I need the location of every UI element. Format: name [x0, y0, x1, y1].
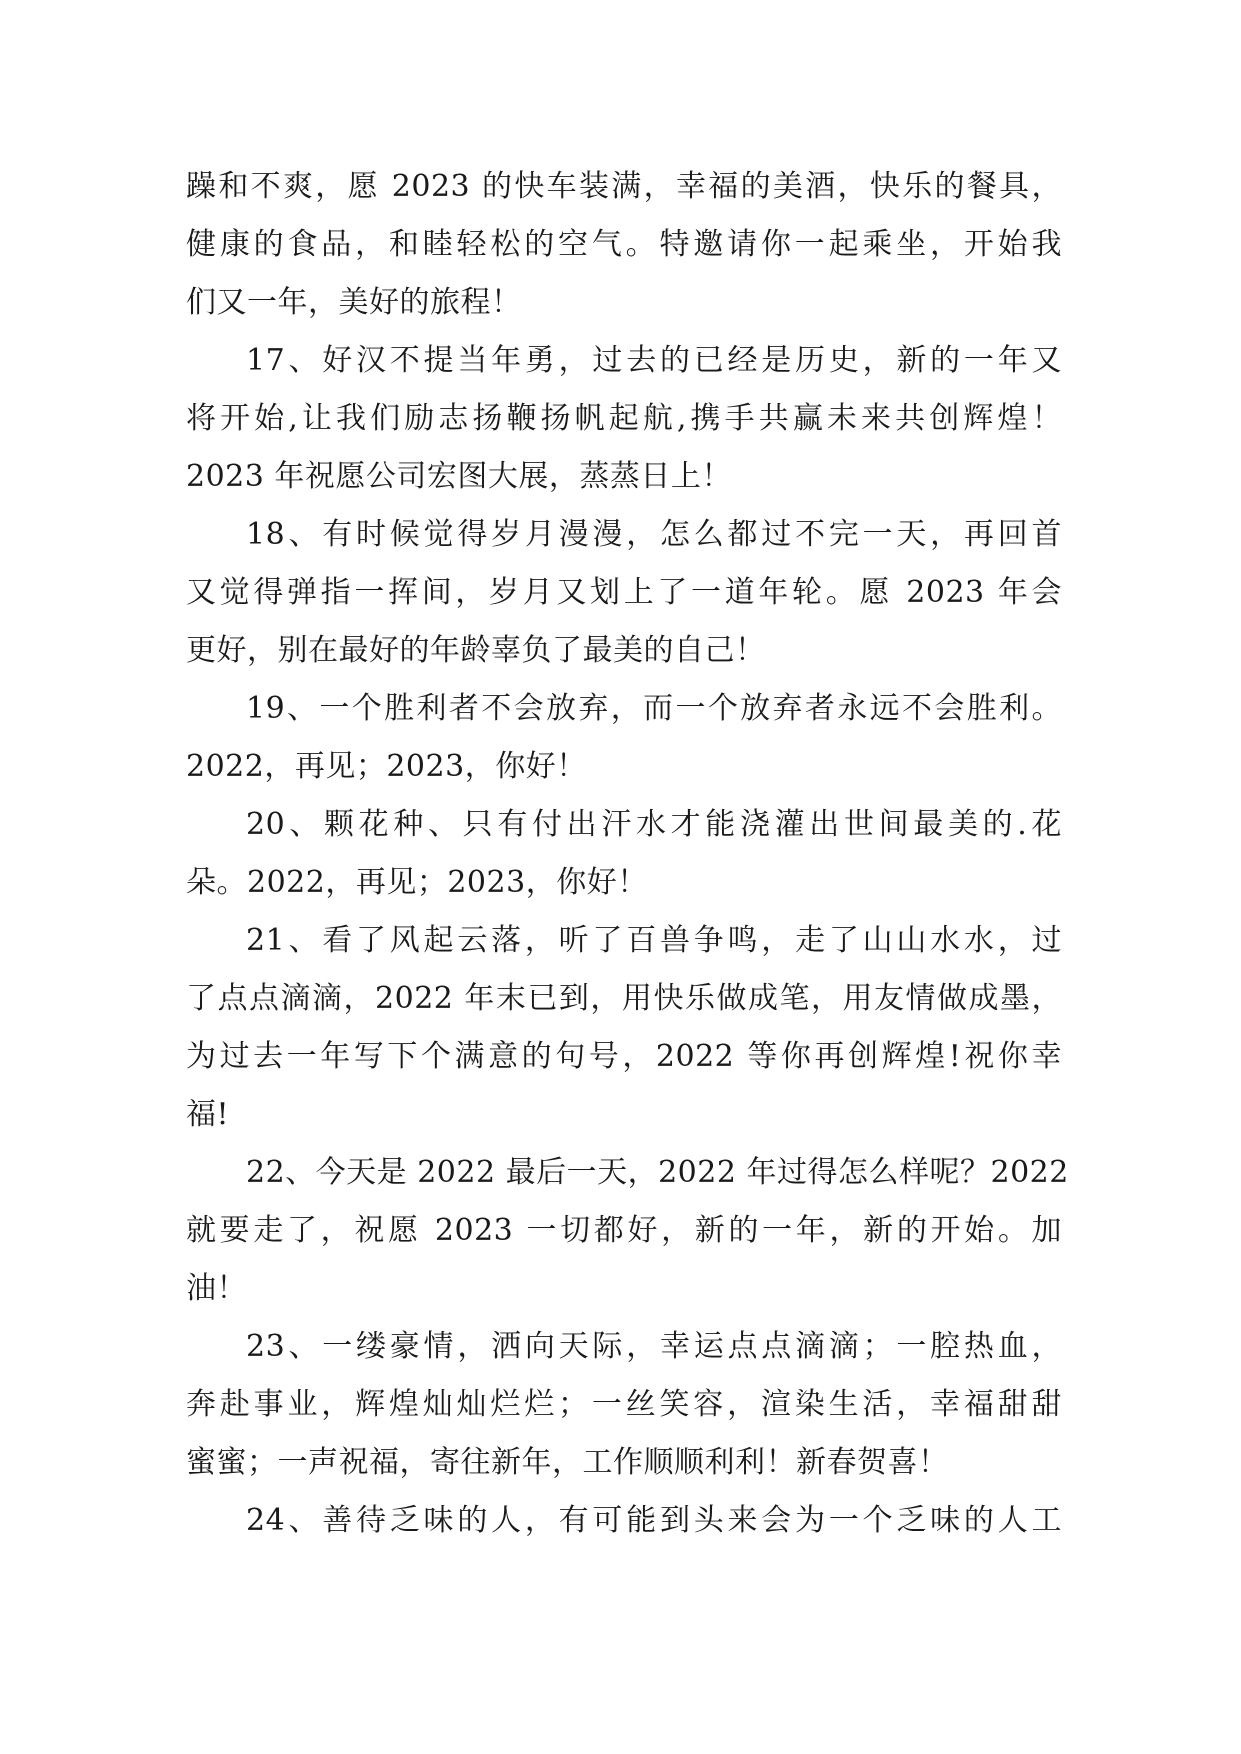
paragraph-19: [186, 680, 1062, 796]
text-line: 蜜蜜；一声祝福，寄往新年，工作顺顺利利！新春贺喜！: [186, 1445, 949, 1480]
text-line: 24、善待乏味的人，有可能到头来会为一个乏味的人工: [246, 1503, 1062, 1538]
text-line: 2022，再见；2023，你好！: [186, 749, 587, 784]
text-line: 就要走了，祝愿 2023 一切都好，新的一年，新的开始。加: [186, 1213, 1062, 1248]
text-line: 奔赴事业，辉煌灿灿烂烂；一丝笑容，渲染生活，幸福甜甜: [186, 1387, 1062, 1422]
text-line: 油！: [186, 1271, 247, 1306]
paragraph-22: [186, 1144, 1069, 1318]
text-line: 躁和不爽，愿 2023 的快车装满，幸福的美酒，快乐的餐具，: [186, 169, 1062, 204]
text-line: 了点点滴滴，2022 年末已到，用快乐做成笔，用友情做成墨，: [186, 981, 1062, 1016]
paragraph-24: [186, 1492, 1062, 1550]
text-line: 们又一年，美好的旅程！: [186, 285, 522, 320]
paragraph-21: [186, 912, 1062, 1144]
text-line: 2023 年祝愿公司宏图大展，蒸蒸日上！: [186, 459, 732, 494]
paragraph-16-continued: [186, 158, 1062, 332]
text-line: 朵。2022，再见；2023，你好！: [186, 865, 648, 900]
text-line: 21、看了风起云落，听了百兽争鸣，走了山山水水，过: [246, 923, 1062, 958]
text-line: 20、颗花种、只有付出汗水才能浇灌出世间最美的.花: [246, 807, 1062, 842]
text-line: 17、好汉不提当年勇，过去的已经是历史，新的一年又: [246, 343, 1062, 378]
text-line: 为过去一年写下个满意的句号，2022 等你再创辉煌!祝你幸: [186, 1039, 1062, 1074]
text-line: 22、今天是 2022 最后一天，2022 年过得怎么样呢？2022: [246, 1155, 1069, 1190]
text-line: 又觉得弹指一挥间，岁月又划上了一道年轮。愿 2023 年会: [186, 575, 1062, 610]
text-line: 福!: [186, 1097, 230, 1132]
text-line: 18、有时候觉得岁月漫漫，怎么都过不完一天，再回首: [246, 517, 1062, 552]
text-line: 19、一个胜利者不会放弃，而一个放弃者永远不会胜利。: [246, 691, 1062, 726]
document-body: [186, 158, 1069, 1550]
paragraph-17: [186, 332, 1062, 506]
text-line: 更好，别在最好的年龄辜负了最美的自己！: [186, 633, 766, 668]
paragraph-18: [186, 506, 1062, 680]
paragraph-23: [186, 1318, 1062, 1492]
text-line: 将开始,让我们励志扬鞭扬帆起航,携手共赢未来共创辉煌！: [186, 401, 1062, 436]
paragraph-20: [186, 796, 1062, 912]
text-line: 23、一缕豪情，洒向天际，幸运点点滴滴；一腔热血，: [246, 1329, 1062, 1364]
text-line: 健康的食品，和睦轻松的空气。特邀请你一起乘坐，开始我: [186, 227, 1062, 262]
